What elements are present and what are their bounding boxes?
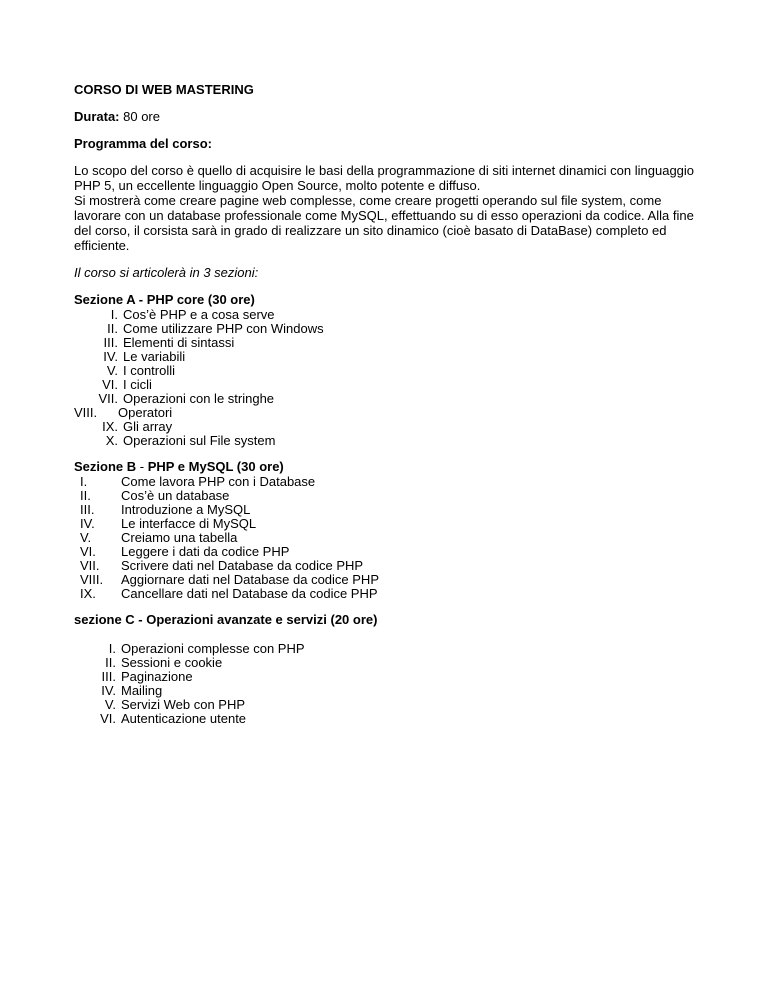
item-text: Scrivere dati nel Database da codice PHP (121, 558, 364, 573)
list-item (74, 335, 714, 349)
program-heading: Programma del corso: (74, 136, 212, 151)
item-text: Operazioni con le stringhe (123, 391, 275, 406)
list-item (74, 321, 714, 335)
item-number: II. (105, 655, 116, 670)
item-text: Cos’è un database (121, 488, 230, 503)
item-text: Sessioni e cookie (121, 655, 223, 670)
item-text: Come lavora PHP con i Database (121, 474, 316, 489)
item-text: Come utilizzare PHP con Windows (123, 321, 324, 336)
sections-intro: Il corso si articolerà in 3 sezioni: (74, 265, 259, 280)
list-item (74, 544, 714, 558)
item-text: Creiamo una tabella (121, 530, 238, 545)
intro-line: PHP 5, un eccellente linguaggio Open Source, molto potente e diffuso. (74, 178, 481, 193)
item-text: Servizi Web con PHP (121, 697, 246, 712)
list-item (74, 683, 714, 697)
list-item (74, 516, 714, 530)
item-text: Operazioni complesse con PHP (121, 641, 305, 656)
list-item (74, 572, 714, 586)
list-item (74, 488, 714, 502)
list-item (74, 391, 714, 405)
list-item (74, 433, 714, 447)
section-c (74, 612, 714, 725)
list-item (74, 363, 714, 377)
item-text: Le interfacce di MySQL (121, 516, 257, 531)
item-text: Operatori (118, 405, 173, 420)
item-number: V. (80, 530, 92, 545)
item-number: VIII. (80, 572, 104, 587)
item-number: III. (80, 502, 95, 517)
item-text: I cicli (123, 377, 152, 392)
item-number: IV. (101, 683, 116, 698)
section-c-list (74, 641, 714, 725)
item-number: IX. (102, 419, 118, 434)
item-number: I. (110, 307, 118, 322)
section-b-heading (74, 459, 714, 474)
item-number: III. (103, 335, 118, 350)
list-item (74, 419, 714, 433)
intro-line: lavorare con un database professionale come MySQL, effettuando su di esso operazioni da codice. Alla fine (74, 208, 694, 223)
item-text: I controlli (123, 363, 176, 378)
intro-line: Lo scopo del corso è quello di acquisire le basi della programmazione di siti internet dinamici con linguaggio (74, 163, 695, 178)
item-number: IX. (80, 586, 96, 601)
item-number: II. (80, 488, 91, 503)
list-item (74, 474, 714, 488)
course-description (74, 163, 714, 253)
section-a-list (74, 307, 714, 447)
list-item (74, 586, 714, 600)
item-number: X. (105, 433, 118, 448)
item-text: Aggiornare dati nel Database da codice PHP (121, 572, 379, 587)
section-b (74, 459, 714, 600)
item-number: III. (101, 669, 116, 684)
section-a (74, 292, 714, 447)
item-text: Operazioni sul File system (123, 433, 276, 448)
list-item (74, 697, 714, 711)
section-b-heading-separator: - (136, 459, 148, 474)
intro-line: efficiente. (74, 238, 130, 253)
list-item (74, 558, 714, 572)
item-number: VI. (102, 377, 118, 392)
item-text: Mailing (121, 683, 163, 698)
list-item (74, 711, 714, 725)
section-b-heading-label: Sezione B (74, 459, 137, 474)
item-number: VI. (80, 544, 96, 559)
item-number: VII. (80, 558, 100, 573)
duration-label: Durata: (74, 109, 120, 124)
list-item (74, 641, 714, 655)
item-text: Cancellare dati nel Database da codice PHP (121, 586, 378, 601)
list-item (74, 502, 714, 516)
item-text: Le variabili (123, 349, 186, 364)
item-number: V. (106, 363, 118, 378)
item-number: IV. (103, 349, 118, 364)
item-number: VI. (100, 711, 116, 726)
list-item (74, 377, 714, 391)
item-text: Autenticazione utente (121, 711, 247, 726)
item-text: Paginazione (121, 669, 193, 684)
section-b-heading-title: PHP e MySQL (30 ore) (147, 459, 284, 474)
item-text: Introduzione a MySQL (121, 502, 251, 517)
item-text: Gli array (123, 419, 173, 434)
item-number: V. (104, 697, 116, 712)
list-item (74, 349, 714, 363)
section-a-heading: Sezione A - PHP core (30 ore) (74, 292, 255, 307)
duration-value: 80 ore (119, 109, 160, 124)
list-item (74, 307, 714, 321)
item-number: I. (108, 641, 116, 656)
item-number: VII. (98, 391, 118, 406)
intro-line: Si mostrerà come creare pagine web complesse, come creare progetti operando sul file system, come (74, 193, 662, 208)
item-text: Leggere i dati da codice PHP (121, 544, 290, 559)
section-b-list (74, 474, 714, 600)
course-duration (74, 109, 714, 124)
list-item (74, 655, 714, 669)
intro-line: del corso, il corsista sarà in grado di realizzare un sito dinamico (cioè basato di DataBase) completo ed (74, 223, 667, 238)
item-number: II. (107, 321, 118, 336)
item-number: VIII. (74, 405, 98, 420)
list-item (74, 669, 714, 683)
item-text: Elementi di sintassi (123, 335, 235, 350)
list-item (74, 405, 714, 419)
document-page (74, 82, 714, 737)
list-item (74, 530, 714, 544)
item-number: I. (80, 474, 88, 489)
document-title: CORSO DI WEB MASTERING (74, 82, 254, 97)
item-text: Cos’è PHP e a cosa serve (123, 307, 275, 322)
section-c-heading: sezione C - Operazioni avanzate e servizi (20 ore) (74, 612, 378, 627)
item-number: IV. (80, 516, 95, 531)
